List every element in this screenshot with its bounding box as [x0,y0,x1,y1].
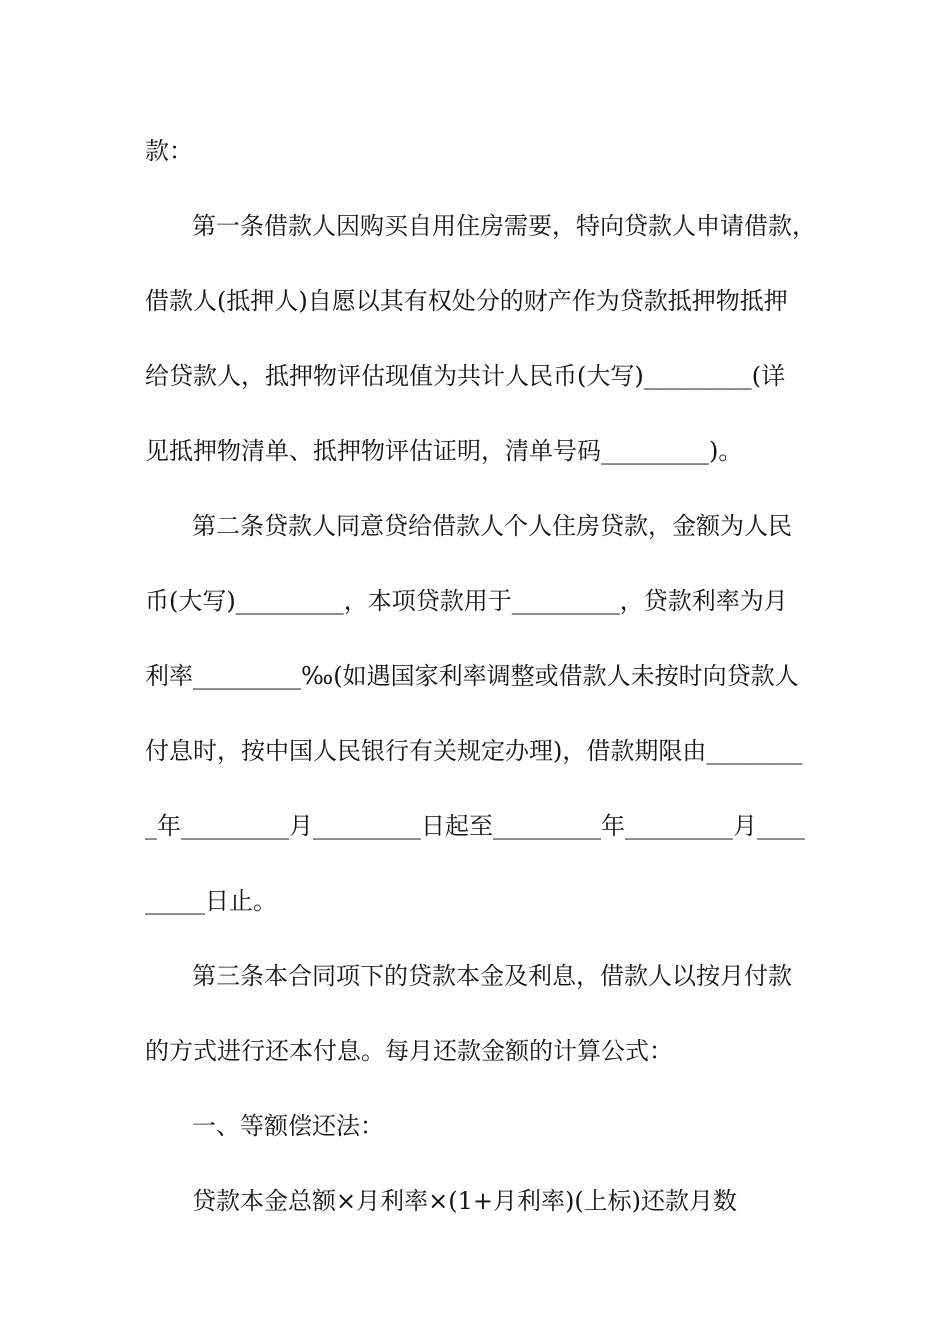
article-2-line-3: 利率_________‰(如遇国家利率调整或借款人未按时向贷款人 [145,662,799,690]
article-2-line-5: _年_________月_________日起至_________年_________月____ [145,812,805,840]
formula-line: 贷款本金总额×月利率×(1+月利率)(上标)还款月数 [192,1187,738,1215]
article-1-line-2: 借款人(抵押人)自愿以其有权处分的财产作为贷款抵押物抵押 [145,287,788,315]
method-heading: 一、等额偿还法： [192,1112,384,1140]
article-2-line-2: 币(大写)_________，本项贷款用于_________，贷款利率为月 [145,587,788,615]
article-2-line-4: 付息时，按中国人民银行有关规定办理)，借款期限由________ [145,737,803,765]
article-1-line-4: 见抵押物清单、抵押物评估证明，清单号码_________)。 [145,437,743,465]
article-1-line-1: 第一条借款人因购买自用住房需要，特向贷款人申请借款， [192,212,816,240]
article-3-line-1: 第三条本合同项下的贷款本金及利息，借款人以按月付款 [192,962,792,990]
text-line-1: 款： [145,137,193,165]
article-2-line-1: 第二条贷款人同意贷给借款人个人住房贷款，金额为人民 [192,512,792,540]
article-1-line-3: 给贷款人，抵押物评估现值为共计人民币(大写)_________(详 [145,362,786,390]
article-3-line-2: 的方式进行还本付息。每月还款金额的计算公式： [145,1037,673,1065]
article-2-line-6: _____日止。 [145,887,277,915]
